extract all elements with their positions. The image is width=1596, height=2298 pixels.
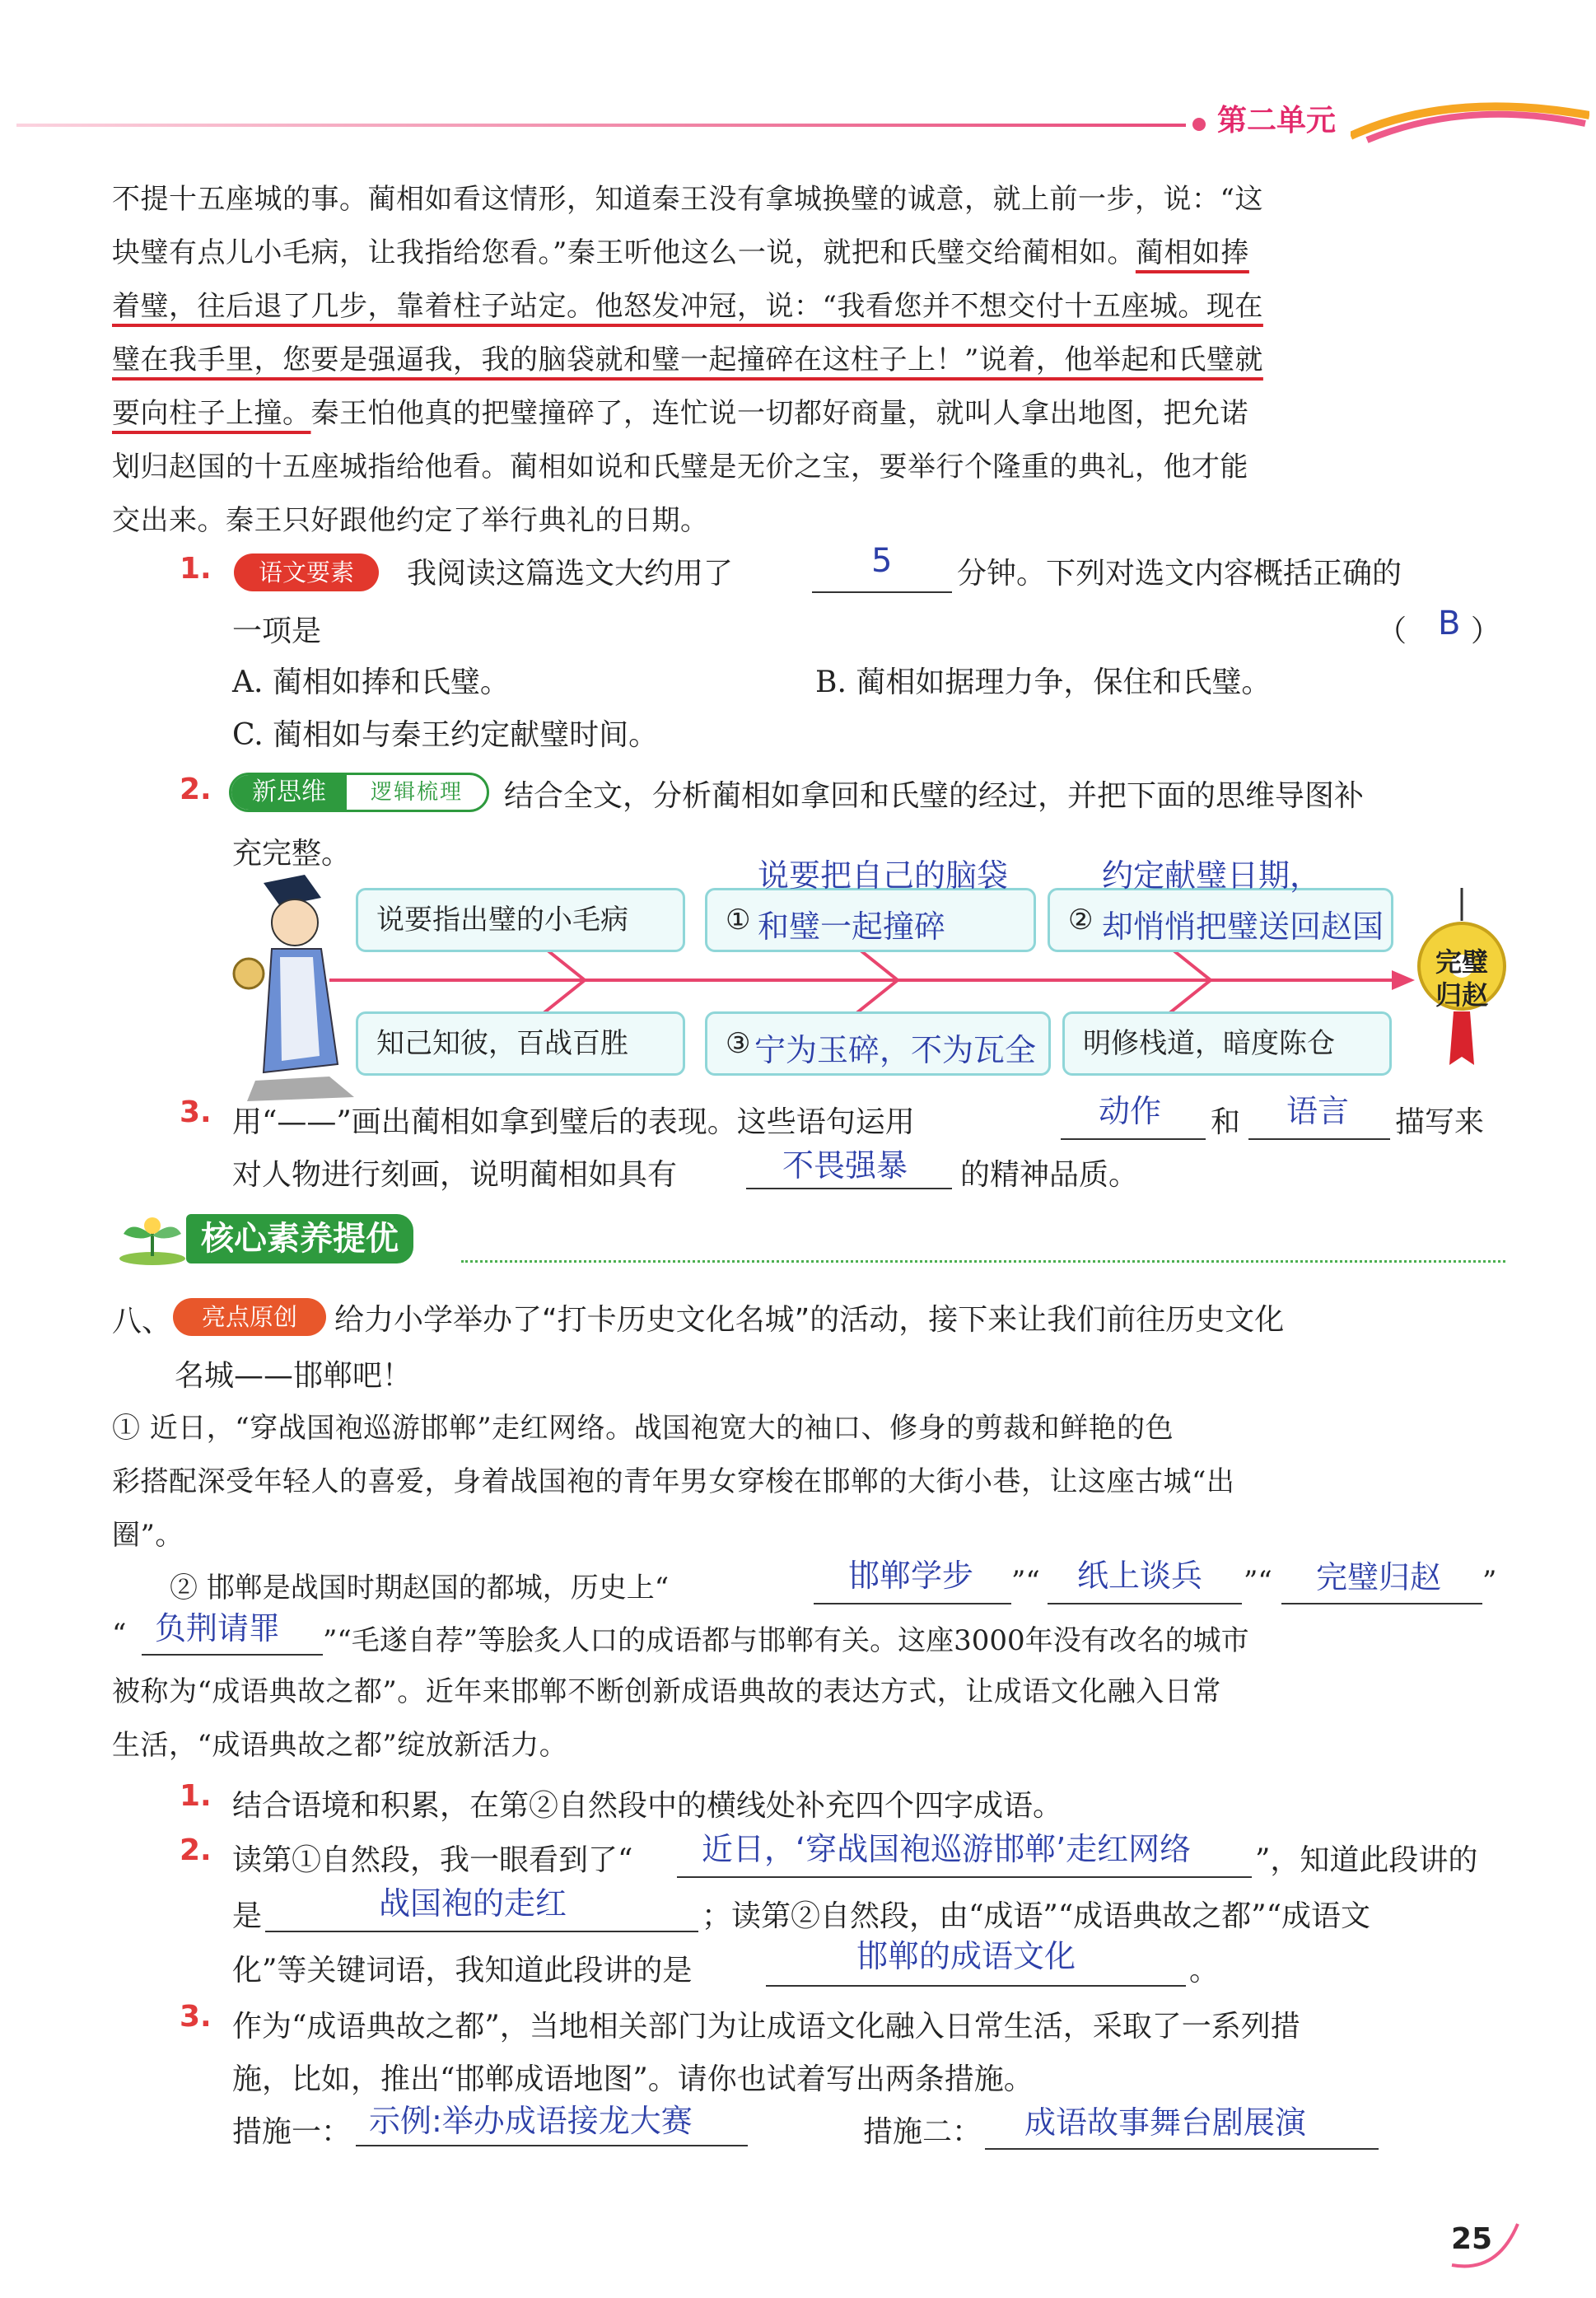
sq2-blank-3[interactable]: [766, 1985, 1186, 1987]
box2-answer-line2: 和璧一起撞碎: [758, 908, 946, 945]
idiom-blank-2[interactable]: [1048, 1603, 1242, 1604]
sq2-blank-1[interactable]: [677, 1876, 1252, 1878]
sq2-text-4: ；读第②自然段，由“成语”“成语典故之都”“成语文: [702, 1899, 1371, 1933]
mindmap-box-6: 明修栈道，暗度陈仓: [1062, 1011, 1392, 1076]
sq2-answer-3: 邯郸的成语文化: [856, 1938, 1076, 1974]
box2-answer-line1: 说要把自己的脑袋: [758, 857, 1009, 894]
q8-tag: 亮点原创: [173, 1298, 326, 1336]
mindmap-box-2[interactable]: ①: [705, 888, 1036, 952]
q8-p2-text: ② 邯郸是战国时期赵国的都城，历史上“: [170, 1572, 670, 1604]
q2-text-2: 充完整。: [232, 837, 352, 871]
q3-text: 用“——”画出蔺相如拿到璧后的表现。这些语句运用: [232, 1105, 915, 1139]
sq2-answer-1: 近日，‘穿战国袍巡游邯郸’走红网络: [702, 1831, 1192, 1867]
mindmap-box-5[interactable]: ③: [705, 1011, 1051, 1076]
passage-line: 要向柱子上撞。秦王怕他真的把璧撞碎了，连忙说一切都好商量，就叫人拿出地图，把允诺: [112, 397, 1248, 430]
idiom-answer-1: 邯郸学步: [848, 1558, 974, 1594]
q3-answer-1: 动作: [1099, 1093, 1162, 1129]
q2-text: 结合全文，分析蔺相如拿回和氏璧的经过，并把下面的思维导图补: [504, 779, 1365, 813]
idiom-answer-3: 完璧归赵: [1316, 1559, 1442, 1595]
page-number: 25: [1451, 2222, 1493, 2256]
q1-blank[interactable]: [812, 591, 952, 593]
q1-option-c: C. 蔺相如与秦王约定献璧时间。: [232, 718, 659, 752]
sq3-number: 3.: [180, 2000, 212, 2034]
q1-choice-answer[interactable]: B: [1438, 605, 1461, 642]
box3-answer-line2: 却悄悄把璧送回赵国: [1102, 908, 1384, 945]
q3-blank-1[interactable]: [1061, 1138, 1206, 1140]
q3-blank-2[interactable]: [1248, 1138, 1390, 1140]
idiom-answer-2: 纸上谈兵: [1077, 1558, 1203, 1594]
header-dot: [1192, 118, 1206, 131]
q1-paren-left: （: [1377, 614, 1407, 648]
section-divider: [461, 1260, 1505, 1263]
q3-text-3: 描写来: [1395, 1105, 1485, 1139]
box3-answer-line1: 约定献璧日期，: [1102, 857, 1322, 894]
sq2-number: 2.: [180, 1833, 212, 1867]
sq2-text-6: 。: [1189, 1954, 1220, 1987]
passage-line: 不提十五座城的事。蔺相如看这情形，知道秦王没有拿城换璧的诚意，就上前一步，说：“这: [112, 183, 1263, 216]
q1-text-3: 一项是: [232, 614, 322, 648]
q3-number: 3.: [180, 1095, 212, 1129]
q1-paren-right: ）: [1471, 614, 1501, 648]
pendant-label: 完璧归赵: [1435, 946, 1488, 1011]
passage-line: 划归赵国的十五座城指给他看。蔺相如说和氏璧是无价之宝，要举行个隆重的典礼，他才能: [112, 451, 1248, 483]
header-line: [16, 124, 1186, 127]
box5-answer: 宁为玉碎，不为瓦全: [754, 1032, 1037, 1068]
sq2-text-2: ”，知道此段讲的: [1255, 1843, 1478, 1877]
measure-2-label: 措施二：: [863, 2115, 982, 2149]
page-number-swoosh-icon: [1448, 2216, 1522, 2273]
header-swoosh-icon: [1351, 91, 1589, 148]
unit-title: 第二单元: [1217, 104, 1337, 138]
q8-paragraph-1: ① 近日，“穿战国袍巡游邯郸”走红网络。战国袍宽大的袖口、修身的剪裁和鲜艳的色 彩搭配深受年轻人的喜爱，身着战国袍的青年男女穿梭在邯郸的大街小巷，让这座古城“出 圈”。: [112, 1412, 1235, 1552]
measure-1-label: 措施一：: [232, 2115, 352, 2149]
sq1-number: 1.: [180, 1779, 212, 1813]
passage-line-underlined: 着璧，往后退了几步，靠着柱子站定。他怒发冲冠，说：“我看您并不想交付十五座城。现在: [112, 290, 1263, 323]
mindmap-box-4: 知己知彼，百战百胜: [356, 1011, 685, 1076]
passage-line-underlined: 璧在我手里，您要是强逼我，我的脑袋就和璧一起撞碎在这柱子上！”说着，他举起和氏璧就: [112, 343, 1263, 376]
passage: [112, 173, 1504, 548]
sq2-text-3: 是: [232, 1899, 263, 1933]
passage-line: 块璧有点儿小毛病，让我指给您看。”秦王听他这么一说，就把和氏璧交给蔺相如。蔺相如捧: [112, 236, 1249, 269]
q8-quote-3: ”: [1482, 1565, 1497, 1598]
sq3-text-2: 施，比如，推出“邯郸成语地图”。请你也试着写出两条措施。: [232, 2062, 1034, 2096]
passage-line: 交出来。秦王只好跟他约定了举行典礼的日期。: [112, 504, 709, 537]
idiom-blank-1[interactable]: [814, 1603, 1011, 1604]
section-title: 核心素养提优: [186, 1214, 413, 1263]
q3-text-2: 和: [1211, 1105, 1241, 1139]
sprout-icon: [115, 1211, 189, 1268]
q3-blank-3[interactable]: [746, 1188, 952, 1189]
q3-answer-3: 不畏强暴: [782, 1147, 908, 1184]
idiom-answer-4: 负荆请罪: [155, 1610, 281, 1646]
q3-answer-2: 语言: [1286, 1093, 1350, 1129]
q8-number: 八、: [112, 1305, 172, 1338]
measure-1-answer: 示例:举办成语接龙大赛: [369, 2103, 693, 2139]
q1-text: 我阅读这篇选文大约用了: [407, 557, 734, 591]
q8-paragraph-2: 被称为“成语典故之都”。近年来邯郸不断创新成语典故的表达方式，让成语文化融入日常 生活，“成语典故之都”绽放新活力。: [112, 1675, 1221, 1762]
q8-text: 给力小学举办了“打卡历史文化名城”的活动，接下来让我们前往历史文化: [334, 1303, 1285, 1337]
q1-number: 1.: [180, 552, 212, 586]
q1-tag: 语文要素: [234, 553, 379, 591]
sq2-blank-2[interactable]: [265, 1931, 698, 1932]
q2-number: 2.: [180, 773, 212, 806]
measure-2-blank[interactable]: [985, 2148, 1379, 2150]
sq2-text-5: 化”等关键词语，我知道此段讲的是: [232, 1954, 693, 1987]
sq3-text: 作为“成语典故之都”，当地相关部门为让成语文化融入日常生活，采取了一系列措: [232, 2010, 1300, 2043]
q8-p2-text-2: ”“毛遂自荐”等脍炙人口的成语都与邯郸有关。这座3000年没有改名的城市: [323, 1624, 1249, 1657]
q8-quote-1: ”“: [1011, 1565, 1040, 1598]
q8-quote-2: ”“: [1244, 1565, 1272, 1598]
q8-quote-4: “: [112, 1618, 127, 1651]
sq2-answer-2: 战国袍的走红: [379, 1885, 567, 1922]
q8-text-2: 名城——邯郸吧！: [175, 1359, 413, 1393]
q2-tag: 新思维 逻辑梳理: [229, 773, 489, 812]
q1-answer: 5: [871, 542, 893, 580]
q1-option-b: B. 蔺相如据理力争，保住和氏璧。: [815, 666, 1272, 699]
idiom-blank-4[interactable]: [142, 1654, 323, 1656]
sq2-text: 读第①自然段，我一眼看到了“: [232, 1843, 633, 1877]
mindmap-box-1: 说要指出璧的小毛病: [356, 888, 685, 952]
q3-text-5: 的精神品质。: [960, 1158, 1139, 1192]
idiom-blank-3[interactable]: [1281, 1603, 1482, 1604]
mindmap-box-3[interactable]: ②: [1048, 888, 1393, 952]
q1-text-2: 分钟。下列对选文内容概括正确的: [957, 557, 1402, 591]
measure-2-answer: 成语故事舞台剧展演: [1024, 2104, 1307, 2141]
measure-1-blank[interactable]: [356, 2145, 748, 2146]
q3-text-4: 对人物进行刻画，说明蔺相如具有: [232, 1158, 678, 1192]
q1-option-a: A. 蔺相如捧和氏璧。: [232, 666, 510, 699]
sq1-text: 结合语境和积累，在第②自然段中的横线处补充四个四字成语。: [232, 1789, 1063, 1823]
